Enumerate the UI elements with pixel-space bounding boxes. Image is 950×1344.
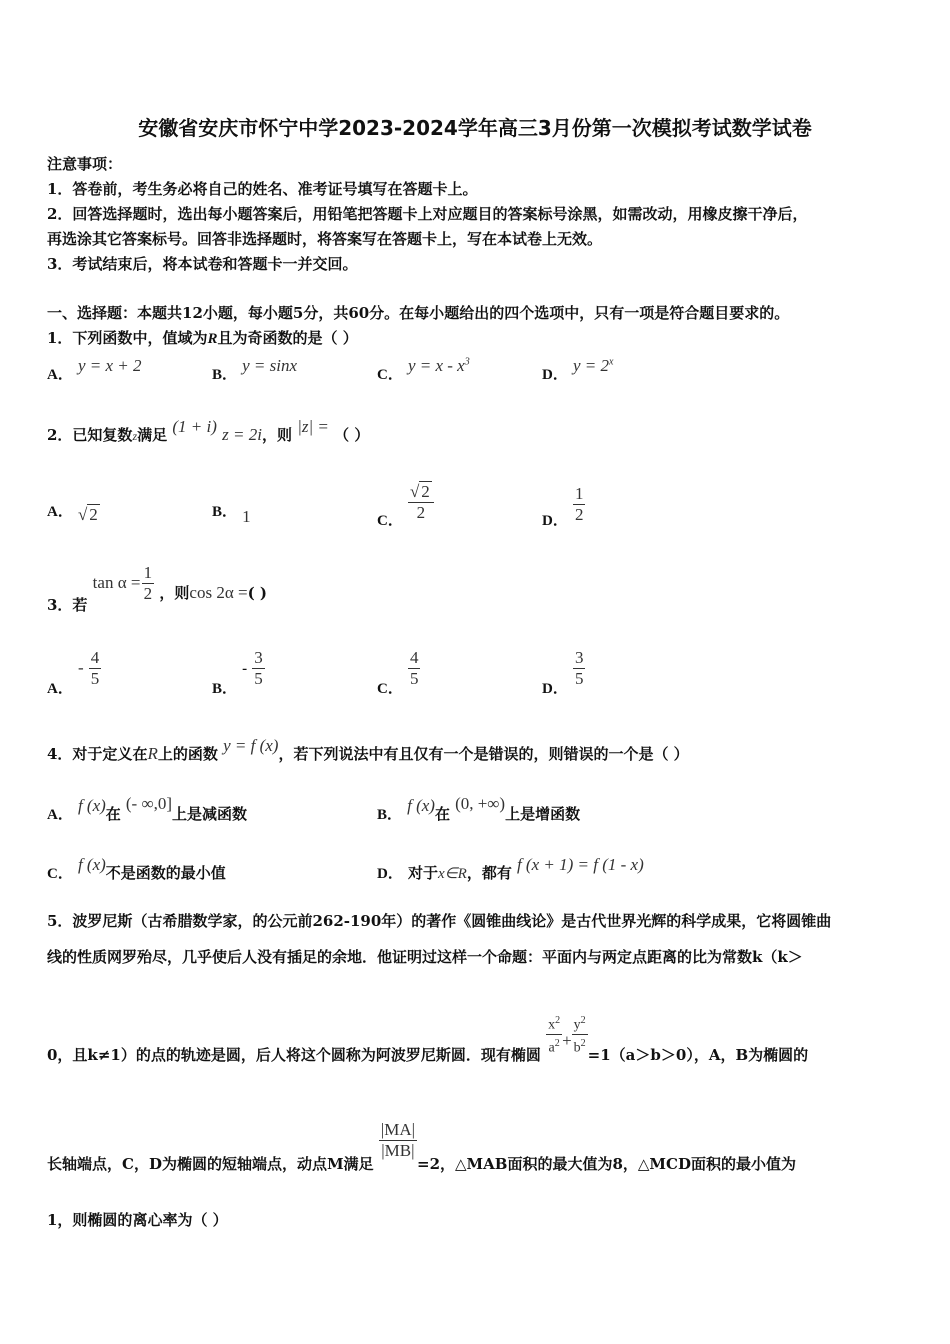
q3-stem: 3．若 tan α = $\frac{1}{2}$ ，则cos 2α =( ) xyxy=(47,563,267,614)
q3-option-a: A． - $\frac{4}{5}$ xyxy=(47,648,100,697)
q5-line-3: 0，且k≠1）的点的轨迹是圆，后人将这个圆称为阿波罗尼斯圆．现有椭圆 $\frac{x^2}{a^2}$ + $\frac{y^2}{b^2}$ =1（a＞b＞0），A，B为椭圆的 xyxy=(47,1012,808,1056)
q5-line-2: 线的性质网罗殆尽，几乎使后人没有插足的余地．他证明过这样一个命题：平面内与两定点距离的比为常数k（k＞ xyxy=(47,948,803,966)
q1-option-c: C． $y = x - x^3$ xyxy=(377,356,470,383)
q3-option-c: C． $\frac{4}{5}$ xyxy=(377,648,419,697)
q2-option-c-fraction: $\frac{√ 2}{2}$ xyxy=(408,482,434,523)
q1-stem: 1．下列函数中，值域为R且为奇函数的是（ ） xyxy=(47,329,358,347)
q3-option-d: D． $\frac{3}{5}$ xyxy=(542,648,584,697)
q4-option-d: D． 对于x∈R，都有 f (x + 1) = f (1 - x) xyxy=(377,855,644,882)
q1-option-b: B． y = sinx xyxy=(212,356,298,383)
ellipse-y-term: $\frac{y^2}{b^2}$ xyxy=(573,1015,586,1056)
q2-option-d: D． $\frac{1}{2}$ xyxy=(542,484,584,529)
q5-line-5: 1，则椭圆的离心率为（ ） xyxy=(47,1211,228,1229)
q2-option-b: B． 1 xyxy=(212,504,251,526)
notice-item-3: 3．考试结束后，将本试卷和答题卡一并交回。 xyxy=(47,255,358,273)
ratio-ma-mb: $\frac{|MA|}{|MB|}$ xyxy=(380,1120,415,1160)
q2-stem: 2．已知复数z满足 (1 + i) z = 2i，则 |z| = （ ） xyxy=(47,417,370,444)
notice-item-1: 1．答卷前，考生务必将自己的姓名、准考证号填写在答题卡上。 xyxy=(47,180,478,198)
q4-option-b: B． f (x)在 (0, +∞)上是增函数 xyxy=(377,794,581,823)
q4-stem: 4．对于定义在R上的函数 y = f (x)，若下列说法中有且仅有一个是错误的，则错误的一个是（ ） xyxy=(47,736,689,763)
notice-heading: 注意事项： xyxy=(47,155,123,173)
q3-option-b: B． - $\frac{3}{5}$ xyxy=(212,648,263,697)
q4-option-c: C． f (x)不是函数的最小值 xyxy=(47,855,226,882)
q1-option-d: D． $y = 2^x$ xyxy=(542,356,614,383)
q5-line-1: 5．波罗尼斯（古希腊数学家，的公元前262-190年）的著作《圆锥曲线论》是古代世界光辉的科学成果，它将圆锥曲 xyxy=(47,912,832,930)
section-heading: 一、选择题：本题共12小题，每小题5分，共60分。在每小题给出的四个选项中，只有一项是符合题目要求的。 xyxy=(47,304,790,322)
q2-option-d-fraction: $\frac{1}{2}$ xyxy=(574,484,584,524)
q5-line-4: 长轴端点，C，D为椭圆的短轴端点，动点M满足 $\frac{|MA|}{|MB|}$ =2，△MAB面积的最大值为8，△MCD面积的最小值为 xyxy=(47,1120,796,1173)
q3-fraction: $\frac{1}{2}$ xyxy=(143,563,153,603)
q2-option-a: A． √ 2 xyxy=(47,504,98,524)
q4-option-a: A． f (x)在 (- ∞,0]上是减函数 xyxy=(47,794,248,823)
page-title: 安徽省安庆市怀宁中学2023-2024学年高三3月份第一次模拟考试数学试卷 xyxy=(138,116,812,140)
notice-item-2: 2．回答选择题时，选出每小题答案后，用铅笔把答题卡上对应题目的答案标号涂黑，如需改动，用橡皮擦干净后， xyxy=(47,205,808,223)
q2-option-c: C． $\frac{√ 2}{2}$ xyxy=(377,482,434,523)
q1-option-a: A． y = x + 2 xyxy=(47,356,142,383)
ellipse-x-term: $\frac{x^2}{a^2}$ xyxy=(548,1015,561,1056)
notice-item-2-cont: 再选涂其它答案标号。回答非选择题时，将答案写在答题卡上，写在本试卷上无效。 xyxy=(47,230,603,248)
